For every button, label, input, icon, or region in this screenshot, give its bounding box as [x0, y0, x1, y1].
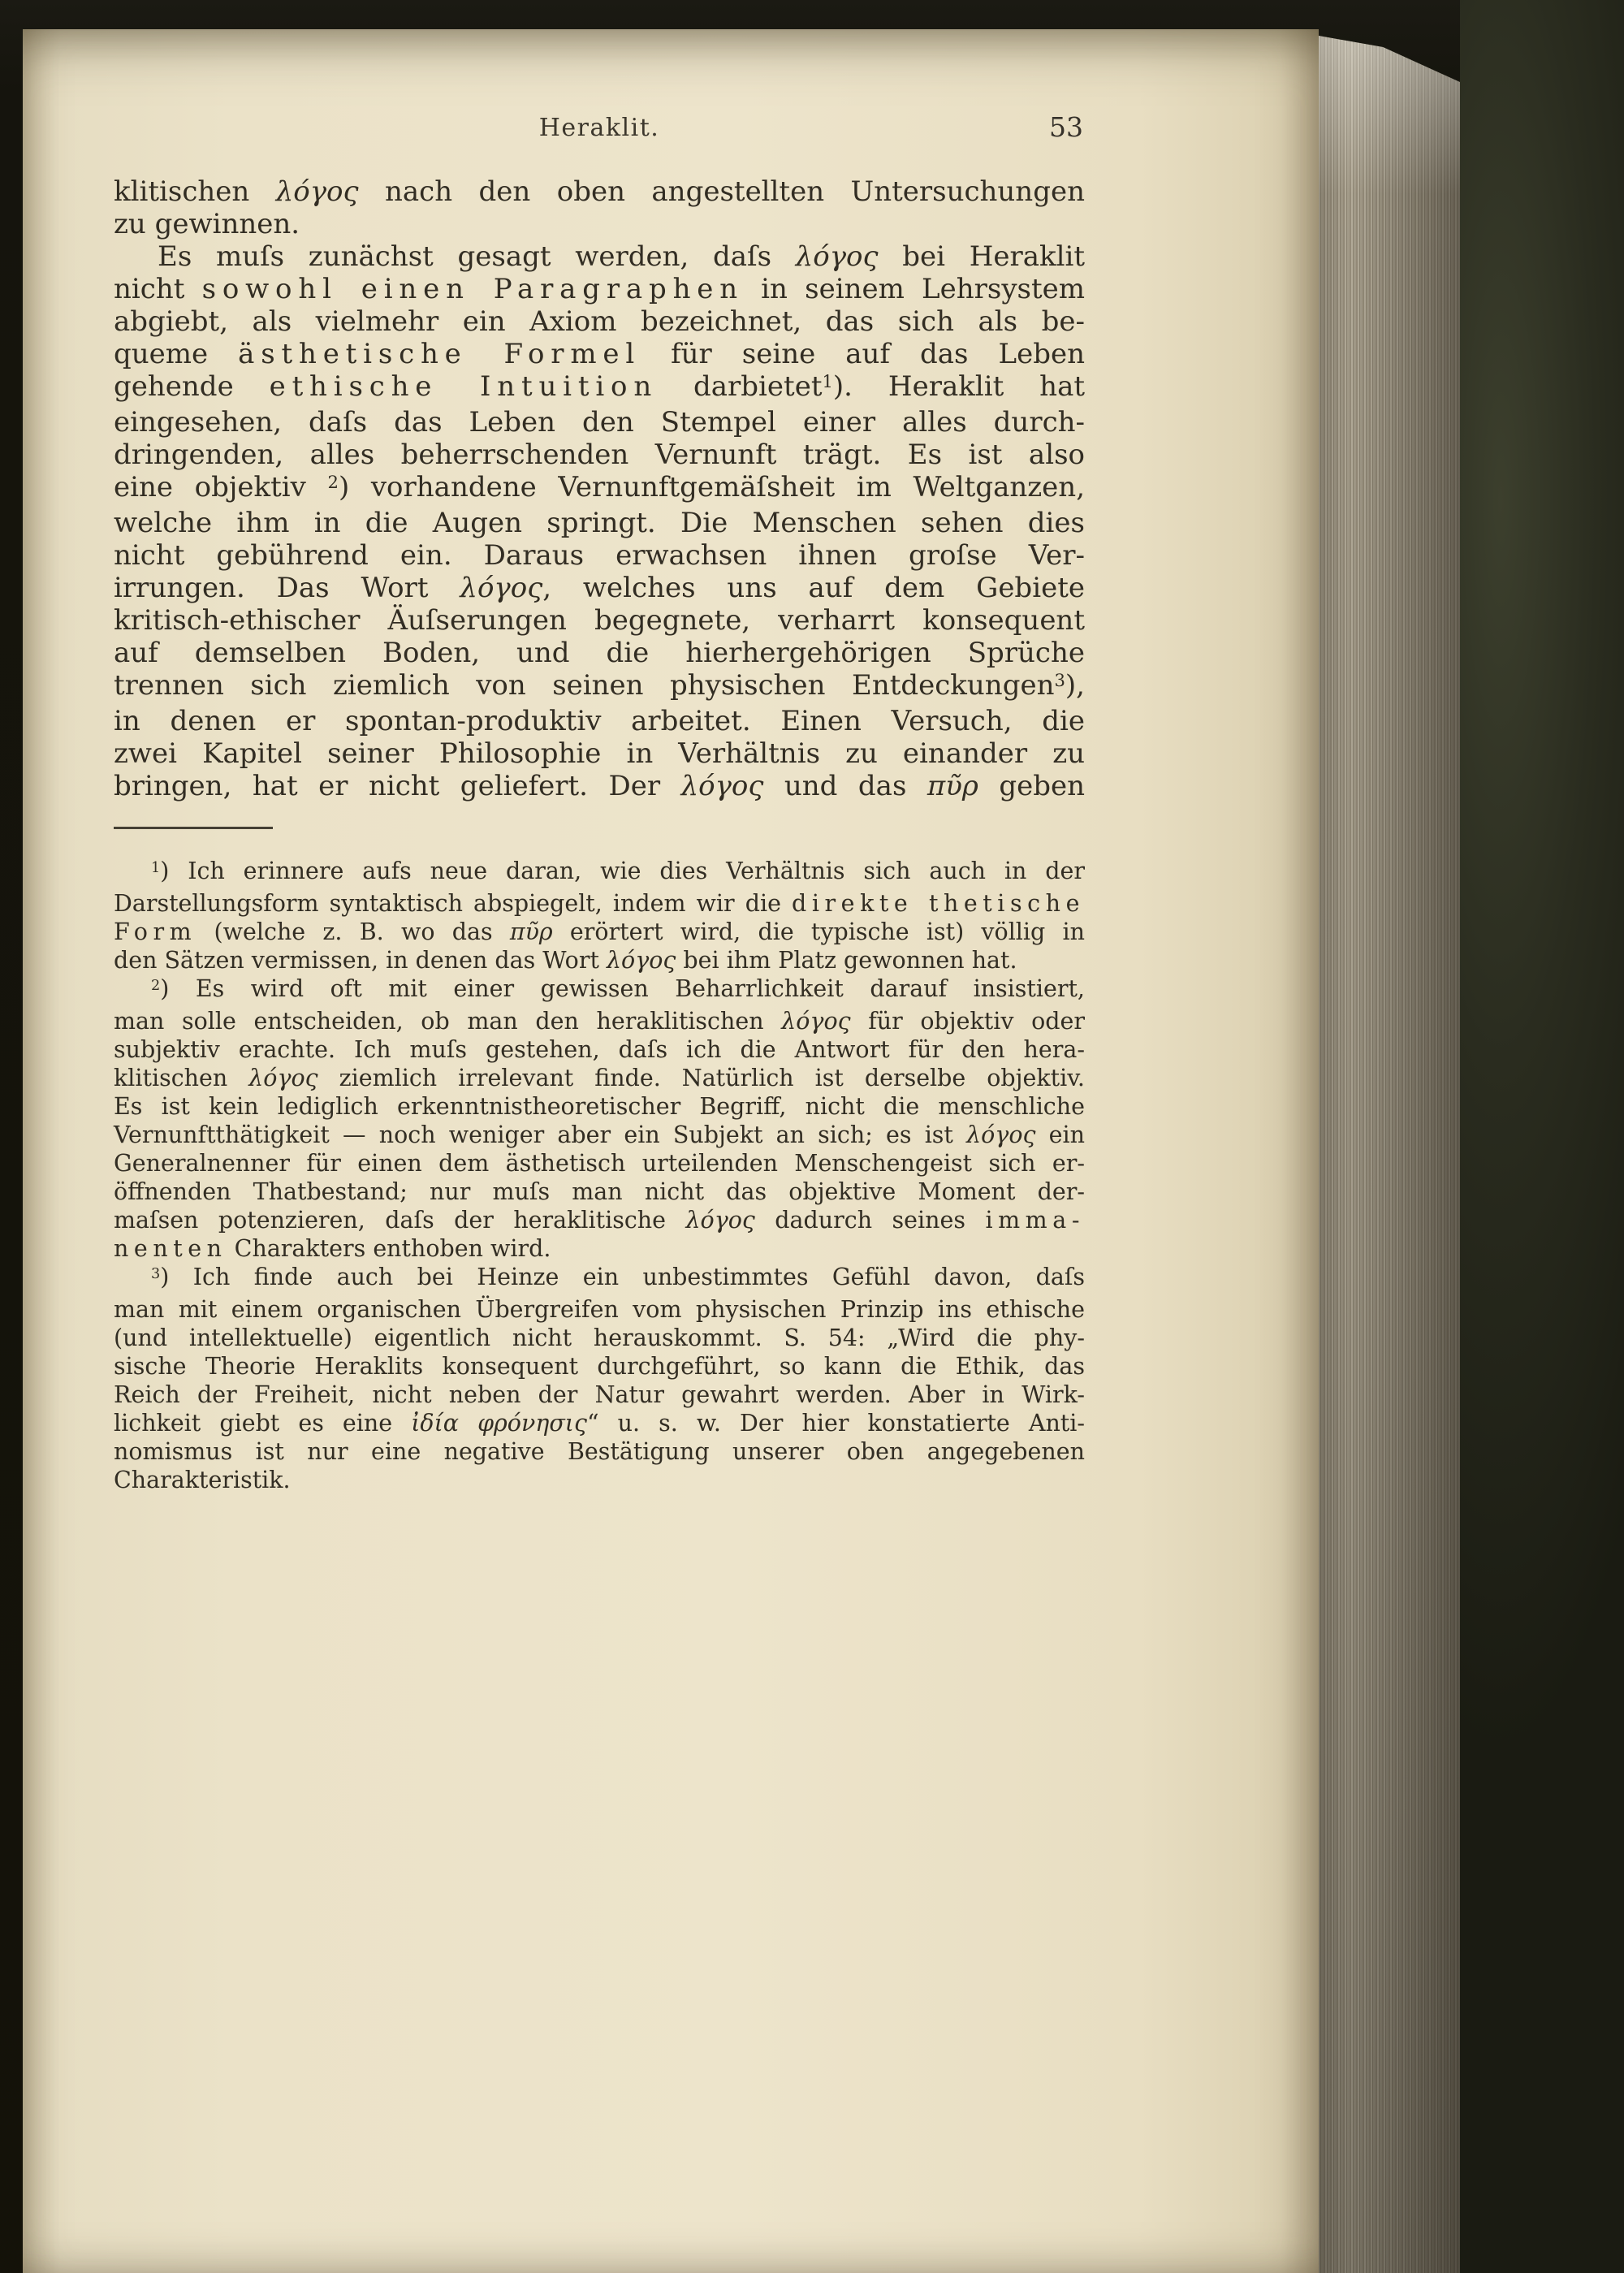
- greek-term: λόγος: [685, 1207, 755, 1234]
- text-line: [114, 1263, 1085, 1295]
- text-line: [114, 974, 1085, 1007]
- text-line: [114, 737, 1085, 770]
- text-line: [114, 175, 1085, 208]
- text-line: [114, 705, 1085, 737]
- text-line: [114, 539, 1085, 572]
- greek-term: λόγος: [248, 1065, 318, 1091]
- greek-term: λόγος: [460, 572, 543, 604]
- footnote-marker: 2: [151, 977, 161, 994]
- text-line: [114, 1466, 1085, 1494]
- text-line: [114, 1178, 1085, 1206]
- text-line: [114, 1121, 1085, 1149]
- emphasized-text: ethische Intuition: [269, 370, 659, 403]
- text-segment: bringen, hat er nicht geliefert. Der: [114, 770, 681, 802]
- footnote-marker: 3: [151, 1265, 161, 1282]
- text-segment: gehende: [114, 370, 270, 403]
- text-line: [114, 1437, 1085, 1466]
- text-line: [114, 1352, 1085, 1381]
- text-segment: maſsen potenzieren, daſs der heraklitische: [114, 1207, 686, 1234]
- text-segment: abgiebt, als vielmehr ein Axiom bezeichnet, das sich als be-: [114, 305, 1085, 338]
- text-line: [114, 439, 1085, 471]
- text-segment: zwei Kapitel seiner Philosophie in Verhältnis zu einander zu: [114, 737, 1085, 770]
- text-segment: (welche z. B. wo das: [197, 918, 510, 945]
- footnotes-block: [114, 857, 1085, 1494]
- text-segment: ). Heraklit hat: [832, 370, 1085, 403]
- text-line: [114, 889, 1085, 918]
- page-content: [114, 111, 1086, 1494]
- text-line: [114, 471, 1085, 507]
- greek-term: λόγος: [966, 1121, 1036, 1148]
- text-line: [114, 305, 1085, 338]
- text-segment: subjektiv erachte. Ich muſs gestehen, daſs ich die Antwort für den hera-: [114, 1036, 1085, 1063]
- greek-term: λόγος: [781, 1008, 851, 1035]
- text-line: [114, 370, 1085, 406]
- text-segment: ) vorhandene Vernunftgemäſsheit im Weltganzen,: [338, 471, 1085, 503]
- text-segment: Generalnenner für einen dem ästhetisch urteilenden Menschengeist sich er-: [114, 1150, 1085, 1177]
- text-line: [114, 669, 1085, 705]
- text-segment: sische Theorie Heraklits konsequent durchgeführt, so kann die Ethik, das: [114, 1353, 1085, 1380]
- text-segment: (und intellektuelle) eigentlich nicht herauskommt. S. 54: „Wird die phy-: [114, 1324, 1085, 1351]
- text-line: [114, 946, 1085, 974]
- emphasized-text: imma-: [985, 1207, 1085, 1234]
- text-segment: auf demselben Boden, und die hierhergehörigen Sprüche: [114, 637, 1085, 669]
- text-line: [114, 1092, 1085, 1121]
- page-header: [114, 111, 1085, 148]
- text-segment: Vernunftthätigkeit — noch weniger aber ein Subjekt an sich; es ist: [114, 1121, 967, 1148]
- text-segment: geben: [978, 770, 1086, 802]
- text-line: [114, 637, 1085, 669]
- text-line: [114, 406, 1085, 439]
- text-segment: ) Ich erinnere aufs neue daran, wie dies Verhältnis sich auch in der: [160, 858, 1085, 884]
- text-segment: öffnenden Thatbestand; nur muſs man nicht das objektive Moment der-: [114, 1178, 1085, 1205]
- text-line: [114, 572, 1085, 604]
- book-page: [23, 29, 1319, 2273]
- greek-term: λόγος: [606, 947, 676, 974]
- text-line: [114, 1035, 1085, 1064]
- text-segment: in denen er spontan-produktiv arbeitet. Einen Versuch, die: [114, 705, 1085, 737]
- text-segment: und das: [763, 770, 927, 802]
- emphasized-text: direkte thetische: [792, 890, 1085, 917]
- text-segment: man mit einem organischen Übergreifen vom physischen Prinzip ins ethische: [114, 1296, 1085, 1323]
- text-segment: Charakteristik.: [114, 1467, 291, 1493]
- text-segment: klitischen: [114, 1065, 249, 1091]
- text-segment: Es muſs zunächst gesagt werden, daſs: [158, 240, 796, 273]
- text-line: [114, 1064, 1085, 1092]
- text-segment: ein: [1035, 1121, 1085, 1148]
- text-segment: zu gewinnen.: [114, 208, 300, 240]
- book-cover: [1460, 0, 1624, 2273]
- text-line: [114, 1324, 1085, 1352]
- footnote-marker: 1: [151, 859, 161, 876]
- footnote-marker: 3: [1054, 669, 1065, 690]
- text-segment: nach den oben angestellten Untersuchungen: [358, 175, 1085, 208]
- text-line: [114, 1007, 1085, 1035]
- text-segment: kritisch-ethischer Äuſserungen begegnete, verharrt konsequent: [114, 604, 1085, 637]
- text-line: [114, 857, 1085, 889]
- text-segment: ) Ich finde auch bei Heinze ein unbestimmtes Gefühl davon, daſs: [160, 1264, 1085, 1290]
- text-line: [114, 918, 1085, 946]
- text-line: [114, 770, 1085, 802]
- text-segment: queme: [114, 338, 239, 370]
- text-segment: darbietet: [658, 370, 823, 403]
- text-segment: nicht gebührend ein. Daraus erwachsen ihnen groſse Ver-: [114, 539, 1085, 572]
- text-segment: bei Heraklit: [878, 240, 1086, 273]
- text-segment: bei ihm Platz gewonnen hat.: [676, 947, 1017, 974]
- text-segment: “ u. s. w. Der hier konstatierte Anti-: [586, 1410, 1085, 1437]
- greek-term: ἰδία φρόνησις: [411, 1410, 587, 1437]
- running-title: Heraklit.: [538, 114, 660, 142]
- greek-term: λόγος: [275, 175, 359, 208]
- text-line: [114, 507, 1085, 539]
- emphasized-text: ästhetische Formel: [238, 338, 641, 370]
- text-segment: in seinem Lehrsystem: [743, 273, 1085, 305]
- text-segment: Charakters enthoben wird.: [227, 1235, 551, 1262]
- text-line: [114, 1381, 1085, 1409]
- text-line: [114, 1295, 1085, 1324]
- text-segment: Darstellungsform syntaktisch abspiegelt, indem wir die: [114, 890, 793, 917]
- footnote-marker: 2: [327, 471, 339, 492]
- footnote-separator: [114, 827, 273, 829]
- greek-term: λόγος: [680, 770, 764, 802]
- text-segment: irrungen. Das Wort: [114, 572, 460, 604]
- emphasized-text: nenten: [114, 1235, 227, 1262]
- text-segment: nomismus ist nur eine negative Bestätigung unserer oben angegebenen: [114, 1438, 1085, 1465]
- text-segment: , welches uns auf dem Gebiete: [542, 572, 1085, 604]
- text-segment: erörtert wird, die typische ist) völlig in: [552, 918, 1085, 945]
- text-line: [114, 604, 1085, 637]
- text-segment: trennen sich ziemlich von seinen physischen Entdeckungen: [114, 669, 1055, 702]
- text-line: [114, 1409, 1085, 1437]
- text-segment: nicht: [114, 273, 202, 305]
- emphasized-text: Form: [114, 918, 197, 945]
- text-segment: ziemlich irrelevant finde. Natürlich ist derselbe objektiv.: [317, 1065, 1085, 1091]
- text-segment: welche ihm in die Augen springt. Die Menschen sehen dies: [114, 507, 1085, 539]
- text-segment: Reich der Freiheit, nicht neben der Natur gewahrt werden. Aber in Wirk-: [114, 1381, 1085, 1408]
- page-number: 53: [1049, 111, 1083, 143]
- text-segment: für objektiv oder: [850, 1008, 1085, 1035]
- book-fore-edge-pages: [1319, 32, 1462, 2273]
- text-segment: den Sätzen vermissen, in denen das Wort: [114, 947, 607, 974]
- text-line: [114, 1206, 1085, 1234]
- text-line: [114, 338, 1085, 370]
- text-segment: für seine auf das Leben: [641, 338, 1085, 370]
- greek-term: λόγος: [795, 240, 879, 273]
- text-line: [114, 1149, 1085, 1178]
- text-line: [114, 240, 1085, 273]
- text-segment: ),: [1065, 669, 1085, 702]
- text-segment: eine objektiv: [114, 471, 328, 503]
- text-line: [114, 273, 1085, 305]
- text-segment: eingesehen, daſs das Leben den Stempel einer alles durch-: [114, 406, 1085, 439]
- text-segment: klitischen: [114, 175, 276, 208]
- emphasized-text: sowohl einen Paragraphen: [201, 273, 744, 305]
- text-segment: dringenden, alles beherrschenden Vernunft trägt. Es ist also: [114, 439, 1085, 471]
- text-line: [114, 208, 1085, 240]
- text-segment: ) Es wird oft mit einer gewissen Beharrlichkeit darauf insistiert,: [160, 975, 1085, 1002]
- text-segment: lichkeit giebt es eine: [114, 1410, 412, 1437]
- greek-term: πῦρ: [926, 770, 978, 802]
- text-line: [114, 1234, 1085, 1263]
- footnote-marker: 1: [822, 370, 833, 391]
- text-segment: man solle entscheiden, ob man den heraklitischen: [114, 1008, 782, 1035]
- greek-term: πῦρ: [509, 918, 553, 945]
- text-segment: Es ist kein lediglich erkenntnistheoretischer Begriff, nicht die menschliche: [114, 1093, 1085, 1120]
- text-segment: dadurch seines: [754, 1207, 986, 1234]
- main-text-block: [114, 175, 1085, 802]
